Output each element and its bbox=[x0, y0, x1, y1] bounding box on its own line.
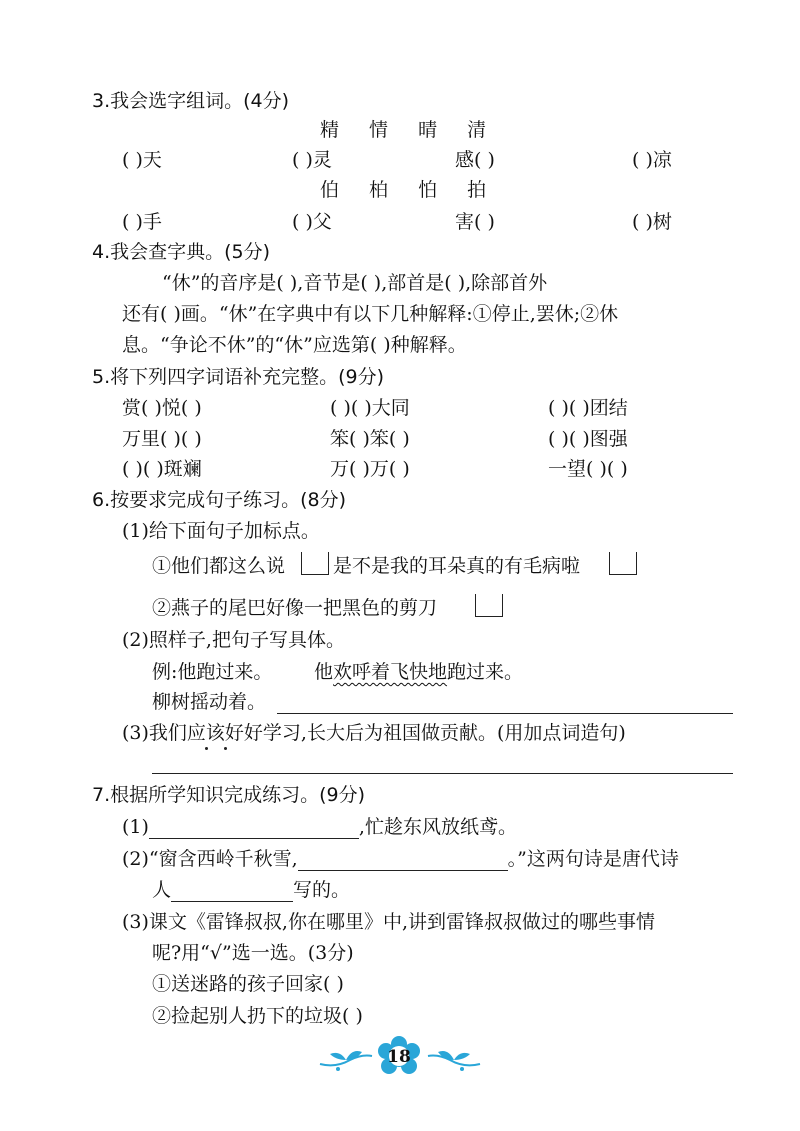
q6-example-label: 例:他跑过来。 bbox=[152, 661, 273, 683]
q6-part-3: (3)我们应该好好学习,长大后为祖国做贡献。(用加点词造句) bbox=[122, 722, 626, 744]
q6-willow-sentence: 柳树摇动着。 bbox=[152, 691, 267, 713]
q7-part-2 bbox=[122, 847, 679, 871]
q5-idiom-1: 赏( )悦( ) bbox=[122, 397, 202, 419]
q6-sentence-1a: ①他们都这么说 bbox=[152, 555, 286, 577]
emphasis-dot-1 bbox=[205, 747, 208, 750]
q6-example-pre: 他 bbox=[314, 661, 334, 683]
left-sprout-icon bbox=[316, 1042, 376, 1074]
q5-idiom-9: 一望( )( ) bbox=[548, 458, 628, 480]
q3-blank-5: ( )手 bbox=[122, 211, 162, 233]
q5-idiom-2: ( )( )大同 bbox=[330, 397, 410, 419]
q4-line-1: “休”的音序是( ),音节是( ),部首是( ),除部首外 bbox=[162, 272, 548, 294]
q6-sentence-2: ②燕子的尾巴好像一把黑色的剪刀 bbox=[152, 597, 438, 619]
q6-example-answer bbox=[314, 660, 523, 684]
q6-part-1: (1)给下面句子加标点。 bbox=[122, 520, 320, 542]
q3-blank-7: 害( ) bbox=[455, 211, 495, 233]
q5-idiom-3: ( )( )团结 bbox=[548, 397, 628, 419]
poem-blank-2[interactable] bbox=[298, 850, 508, 871]
q7-poet-tail: 写的。 bbox=[293, 879, 351, 901]
q5-idiom-5: 笨( )笨( ) bbox=[330, 428, 410, 450]
q3-blank-6: ( )父 bbox=[292, 211, 332, 233]
punctuation-box-3 bbox=[475, 594, 503, 617]
answer-line-sentence[interactable] bbox=[152, 773, 733, 774]
q5-idiom-4: 万里( )( ) bbox=[122, 428, 202, 450]
right-sprout-icon bbox=[424, 1042, 484, 1074]
q5-title: 5.将下列四字词语补充完整。(9分) bbox=[92, 366, 385, 388]
q7-part-3-line2: 呢?用“√”选一选。(3分) bbox=[152, 942, 354, 964]
q7-option-1: ①送迷路的孩子回家( ) bbox=[152, 973, 344, 995]
q3-char-options-1: 精 情 晴 清 bbox=[320, 119, 489, 141]
q3-char-options-2: 伯 柏 怕 拍 bbox=[320, 179, 489, 201]
q4-line-2: 还有( )画。“休”在字典中有以下几种解释:①停止,罢休;②休 bbox=[122, 303, 619, 325]
punctuation-box-1 bbox=[301, 552, 329, 575]
q7-option-2: ②捡起别人扔下的垃圾( ) bbox=[152, 1005, 363, 1027]
q3-blank-4: ( )凉 bbox=[632, 149, 672, 171]
page-number: 18 bbox=[387, 1047, 411, 1067]
q3-blank-3: 感( ) bbox=[455, 149, 495, 171]
q7-poet-label: 人 bbox=[152, 879, 172, 901]
q3-title: 3.我会选字组词。(4分) bbox=[92, 90, 290, 112]
q5-idiom-7: ( )( )斑斓 bbox=[122, 458, 202, 480]
q6-part-2: (2)照样子,把句子写具体。 bbox=[122, 629, 345, 651]
punctuation-box-2 bbox=[609, 552, 637, 575]
q7-part-2-post: 。”这两句诗是唐代诗 bbox=[507, 848, 679, 870]
poem-blank-1[interactable] bbox=[149, 818, 359, 839]
q3-blank-1: ( )天 bbox=[122, 149, 162, 171]
q7-part-1 bbox=[122, 815, 517, 839]
q5-idiom-8: 万( )万( ) bbox=[330, 458, 410, 480]
q6-title: 6.按要求完成句子练习。(8分) bbox=[92, 489, 347, 511]
q5-idiom-6: ( )( )图强 bbox=[548, 428, 628, 450]
q4-line-3: 息。“争论不休”的“休”应选第( )种解释。 bbox=[122, 334, 467, 356]
q7-title: 7.根据所学知识完成练习。(9分) bbox=[92, 784, 366, 806]
q6-example-wavy: 欢呼着飞快地 bbox=[333, 661, 448, 683]
q4-title: 4.我会查字典。(5分) bbox=[92, 241, 271, 263]
q6-sentence-1b: 是不是我的耳朵真的有毛病啦 bbox=[333, 555, 581, 577]
q3-blank-2: ( )灵 bbox=[292, 149, 332, 171]
q3-blank-8: ( )树 bbox=[632, 211, 672, 233]
q7-part-2-pre: (2)“窗含西岭千秋雪, bbox=[122, 848, 298, 870]
answer-line-willow[interactable] bbox=[277, 713, 733, 714]
q6-example-post: 跑过来。 bbox=[447, 661, 524, 683]
q7-part-3-line1: (3)课文《雷锋叔叔,你在哪里》中,讲到雷锋叔叔做过的哪些事情 bbox=[122, 911, 655, 933]
q7-part-2-line2 bbox=[152, 878, 350, 902]
q7-part-1-num: (1) bbox=[122, 816, 149, 838]
q7-part-1-text: ,忙趁东风放纸鸢。 bbox=[358, 816, 517, 838]
poet-blank[interactable] bbox=[171, 881, 293, 902]
emphasis-dot-2 bbox=[224, 747, 227, 750]
